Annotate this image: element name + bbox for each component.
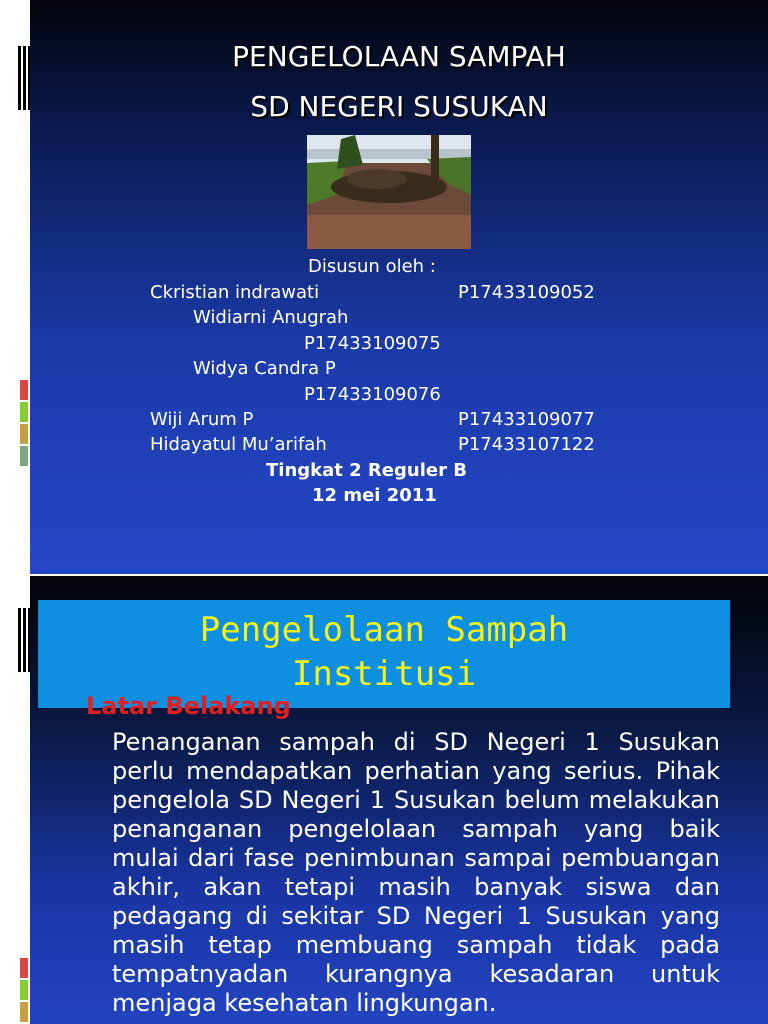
slide-decoration-bars xyxy=(18,608,30,672)
decoration-green-dash xyxy=(20,980,28,1000)
header-line-2: Institusi xyxy=(291,654,477,694)
decoration-red-dash xyxy=(20,380,28,400)
title-line-2: SD NEGERI SUSUKAN xyxy=(250,90,548,123)
member-name: Hidayatul Mu’arifah xyxy=(150,434,327,455)
decoration-olive-dash xyxy=(20,446,28,466)
decoration-tan-dash xyxy=(20,424,28,444)
decoration-green-dash xyxy=(20,402,28,422)
waste-site-photo xyxy=(307,135,471,249)
member-name: Ckristian indrawati xyxy=(150,282,320,303)
decoration-tan-dash xyxy=(20,1002,28,1022)
section-body-text: Penanganan sampah di SD Negeri 1 Susukan perlu mendapatkan perhatian yang serius. Pihak pengelola SD Negeri 1 Susukan belum melakukan penanganan pengelolaan sampah yang baik mulai dari fase penimbunan sampai pembuangan akhir, akan tetapi masih banyak siswa dan pedagang di sekitar SD Negeri 1 Susukan yang masih tetap membuang sampah tidak pada tempatnyadan kurangnya kesadaran untuk menjaga kesehatan lingkungan. xyxy=(112,728,720,1017)
slide-decoration-bars xyxy=(18,46,30,110)
prepared-by-label: Disusun oleh : xyxy=(308,256,436,277)
member-name: Wiji Arum P xyxy=(150,409,254,430)
section-subheading: Latar Belakang xyxy=(86,692,291,720)
header-line-1: Pengelolaan Sampah xyxy=(199,610,569,650)
date-label: 12 mei 2011 xyxy=(312,485,437,506)
title-line-1: PENGELOLAAN SAMPAH xyxy=(232,40,566,73)
member-name: Widya Candra P xyxy=(193,358,336,379)
member-name: Widiarni Anugrah xyxy=(193,307,349,328)
member-nim: P17433109075 xyxy=(304,333,441,354)
member-nim: P17433109077 xyxy=(458,409,595,430)
class-label: Tingkat 2 Reguler B xyxy=(266,460,467,481)
member-nim: P17433107122 xyxy=(458,434,595,455)
member-nim: P17433109076 xyxy=(304,384,441,405)
slide-title xyxy=(30,32,768,132)
slide-header-title xyxy=(38,608,730,696)
member-nim: P17433109052 xyxy=(458,282,595,303)
decoration-red-dash xyxy=(20,958,28,978)
content-slide xyxy=(0,576,768,1024)
